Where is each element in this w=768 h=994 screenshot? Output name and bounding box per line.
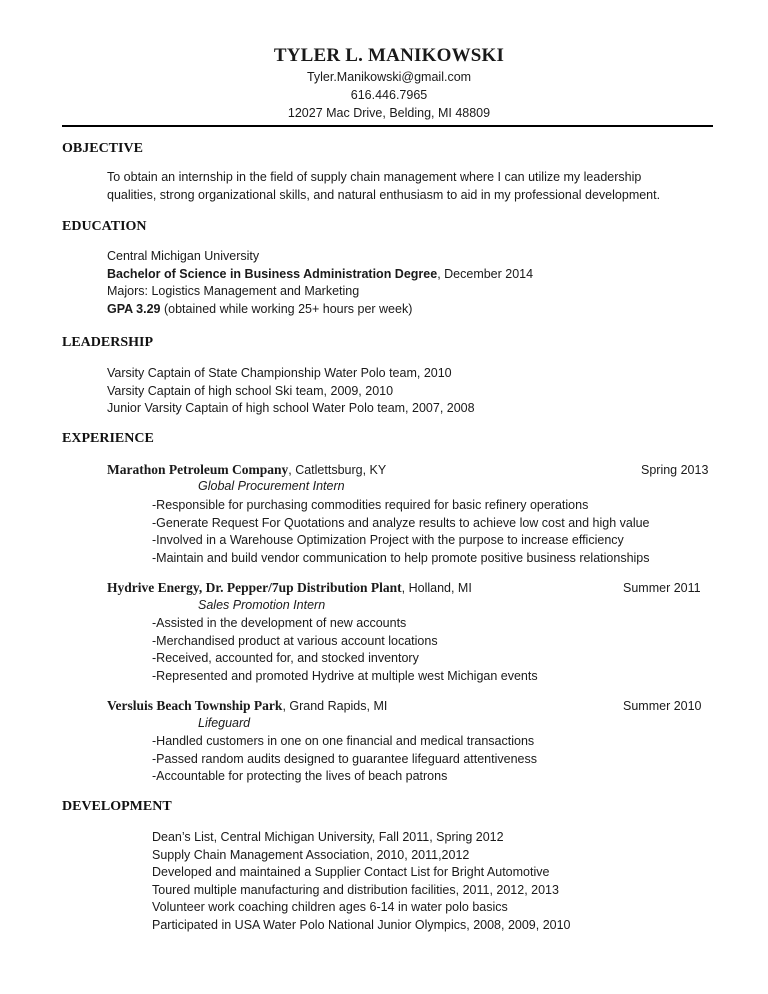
- leadership-heading: LEADERSHIP: [62, 335, 154, 350]
- list-item: Varsity Captain of high school Ski team, 2009, 2010: [107, 383, 394, 398]
- development-list: [152, 829, 571, 935]
- job-title: Lifeguard: [198, 716, 251, 730]
- candidate-name: TYLER L. MANIKOWSKI: [273, 45, 505, 66]
- degree-name: Bachelor of Science in Business Administration Degree: [107, 266, 438, 281]
- experience-heading: EXPERIENCE: [62, 431, 154, 446]
- job-date: Spring 2013: [641, 463, 709, 477]
- objective-line: To obtain an internship in the field of supply chain management where I can utilize my leadership: [107, 170, 642, 184]
- employer-name: Versluis Beach Township Park: [107, 698, 283, 713]
- bullet-item: -Assisted in the development of new accounts: [152, 616, 407, 630]
- list-item: Participated in USA Water Polo National Junior Olympics, 2008, 2009, 2010: [152, 917, 571, 932]
- employer-location: , Grand Rapids, MI: [282, 699, 388, 713]
- list-item: Developed and maintained a Supplier Contact List for Bright Automotive: [152, 865, 550, 880]
- objective-text: [107, 169, 660, 204]
- job-bullets: [152, 497, 650, 567]
- education-heading: EDUCATION: [62, 219, 147, 234]
- list-item: Volunteer work coaching children ages 6-14 in water polo basics: [152, 900, 508, 915]
- contact-address: 12027 Mac Drive, Belding, MI 48809: [287, 106, 491, 120]
- contact-phone: 616.446.7965: [350, 88, 428, 102]
- education-block: [107, 248, 533, 318]
- degree-date: , December 2014: [437, 266, 534, 281]
- leadership-list: [107, 365, 475, 418]
- list-item: Varsity Captain of State Championship Water Polo team, 2010: [107, 366, 452, 380]
- list-item: Supply Chain Management Association, 2010, 2011,2012: [152, 847, 470, 862]
- bullet-item: -Represented and promoted Hydrive at multiple west Michigan events: [152, 668, 538, 683]
- development-heading: DEVELOPMENT: [62, 799, 172, 814]
- employer-location: , Catlettsburg, KY: [288, 463, 387, 477]
- employer-name: Hydrive Energy, Dr. Pepper/7up Distribution Plant: [107, 580, 402, 595]
- bullet-item: -Involved in a Warehouse Optimization Project with the purpose to increase efficiency: [152, 533, 624, 548]
- gpa-line: [107, 301, 533, 319]
- gpa-value: GPA 3.29: [107, 301, 161, 316]
- resume-header: [0, 44, 768, 122]
- job-title: Sales Promotion Intern: [198, 598, 326, 612]
- list-item: Dean’s List, Central Michigan University, Fall 2011, Spring 2012: [152, 830, 504, 844]
- bullet-item: -Handled customers in one on one financial and medical transactions: [152, 734, 535, 748]
- job-header: [107, 461, 386, 480]
- job-bullets: [152, 615, 538, 685]
- bullet-item: -Responsible for purchasing commodities required for basic refinery operations: [152, 498, 589, 512]
- job-title: Global Procurement Intern: [198, 479, 345, 493]
- school-name: Central Michigan University: [107, 249, 260, 263]
- bullet-item: -Merchandised product at various account locations: [152, 633, 438, 648]
- employer-location: , Holland, MI: [401, 581, 472, 595]
- employer-name: Marathon Petroleum Company: [107, 462, 289, 477]
- gpa-note: (obtained while working 25+ hours per week): [160, 301, 413, 316]
- job-header: [107, 579, 472, 598]
- majors-line: Majors: Logistics Management and Marketing: [107, 284, 360, 299]
- header-divider: [62, 125, 713, 127]
- objective-heading: OBJECTIVE: [62, 141, 143, 156]
- job-date: Summer 2010: [623, 699, 702, 713]
- bullet-item: -Maintain and build vendor communication to help promote positive business relationships: [152, 550, 650, 565]
- job-date: Summer 2011: [623, 581, 701, 595]
- list-item: Toured multiple manufacturing and distribution facilities, 2011, 2012, 2013: [152, 882, 559, 897]
- contact-email: Tyler.Manikowski@gmail.com: [306, 70, 472, 84]
- job-bullets: [152, 733, 537, 786]
- bullet-item: -Received, accounted for, and stocked inventory: [152, 651, 419, 666]
- degree-line: [107, 266, 533, 284]
- objective-line: qualities, strong organizational skills, and natural enthusiasm to aid in my professional development.: [107, 187, 661, 202]
- bullet-item: -Generate Request For Quotations and analyze results to achieve low cost and high value: [152, 515, 650, 530]
- bullet-item: -Passed random audits designed to guarantee lifeguard attentiveness: [152, 751, 537, 766]
- job-header: [107, 697, 387, 716]
- bullet-item: -Accountable for protecting the lives of beach patrons: [152, 769, 448, 784]
- list-item: Junior Varsity Captain of high school Water Polo team, 2007, 2008: [107, 401, 475, 416]
